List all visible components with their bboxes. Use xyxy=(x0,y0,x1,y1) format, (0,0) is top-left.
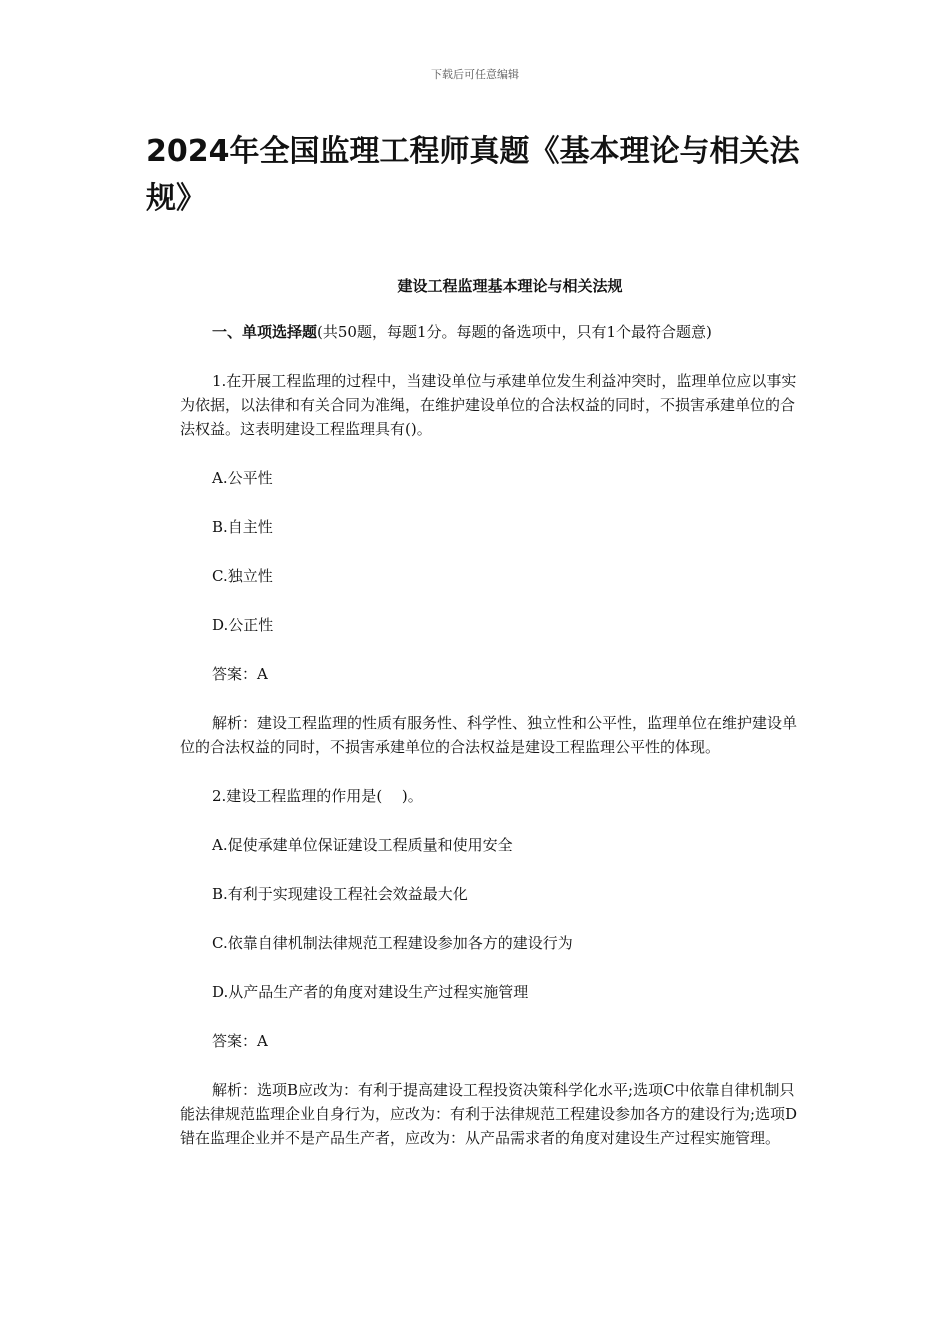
answer-line: 答案：A xyxy=(212,1032,268,1050)
part-heading-instructions: (共50题，每题1分。每题的备选项中，只有1个最符合题意) xyxy=(317,323,712,341)
question-stem: 2.建设工程监理的作用是( )。 xyxy=(212,787,423,805)
header-note: 下载后可任意编辑 xyxy=(431,68,519,81)
answer-line: 答案：A xyxy=(212,665,268,683)
part-heading xyxy=(180,320,808,344)
document-body xyxy=(180,320,808,1175)
section-title: 建设工程监理基本理论与相关法规 xyxy=(397,277,623,295)
answer-option: A.促使承建单位保证建设工程质量和使用安全 xyxy=(212,836,513,854)
answer-option: C.独立性 xyxy=(212,567,273,585)
answer-option: B.自主性 xyxy=(212,518,273,536)
question-stem: 1.在开展工程监理的过程中，当建设单位与承建单位发生利益冲突时，监理单位应以事实为依据，以法律和有关合同为准绳，在维护建设单位的合法权益的同时，不损害承建单位的合法权益。这表明建设工程监理具有()。 xyxy=(180,372,797,438)
analysis-paragraph: 解析：选项B应改为：有利于提高建设工程投资决策科学化水平;选项C中依靠自律机制只能法律规范监理企业自身行为，应改为：有利于法律规范工程建设参加各方的建设行为;选项D错在监理企业并不是产品生产者，应改为：从产品需求者的角度对建设生产过程实施管理。 xyxy=(180,1081,798,1147)
answer-option: D.从产品生产者的角度对建设生产过程实施管理 xyxy=(212,983,529,1001)
part-heading-label: 一、单项选择题 xyxy=(212,323,318,341)
answer-option: B.有利于实现建设工程社会效益最大化 xyxy=(212,885,468,903)
answer-option: D.公正性 xyxy=(212,616,274,634)
answer-option: C.依靠自律机制法律规范工程建设参加各方的建设行为 xyxy=(212,934,573,952)
answer-option: A.公平性 xyxy=(212,469,273,487)
analysis-paragraph: 解析：建设工程监理的性质有服务性、科学性、独立性和公平性，监理单位在维护建设单位的合法权益的同时，不损害承建单位的合法权益是建设工程监理公平性的体现。 xyxy=(180,714,798,756)
document-title: 2024年全国监理工程师真题《基本理论与相关法规》 xyxy=(146,134,800,216)
